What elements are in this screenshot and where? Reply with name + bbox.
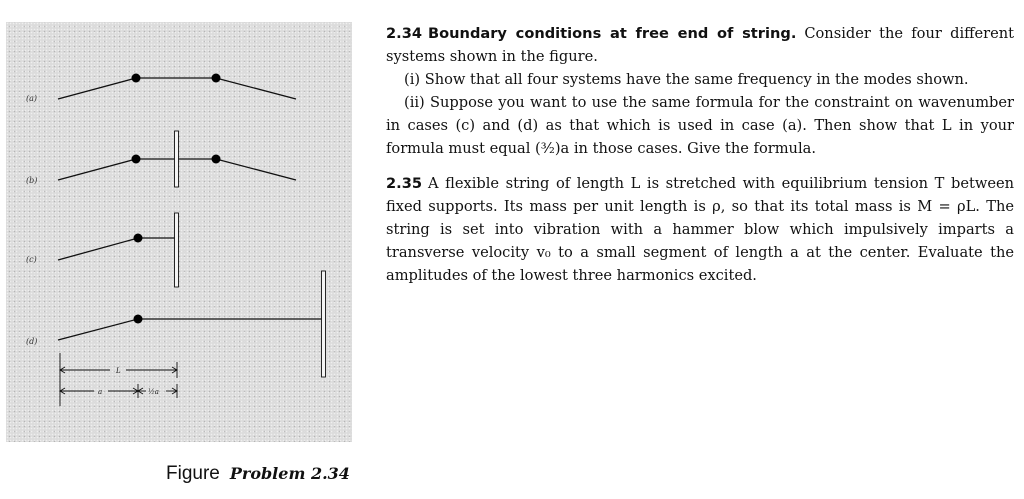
string-a xyxy=(58,78,296,99)
problem-number: 2.35 xyxy=(386,175,423,192)
figure-caption xyxy=(166,462,350,485)
problem-title: Boundary conditions at free end of string. xyxy=(428,25,797,42)
rod-c xyxy=(175,213,179,287)
problem-2-34-part-i: (i) Show that all four systems have the same frequency in the modes shown. xyxy=(404,71,969,88)
problem-intro: Consider the four different systems shown in the figure. xyxy=(386,25,1014,65)
caption-word: Figure xyxy=(166,463,220,484)
label-d: (d) xyxy=(26,337,38,346)
rod-b xyxy=(175,131,179,187)
label-a: (a) xyxy=(26,94,38,103)
figure-panel xyxy=(6,22,352,442)
system-b xyxy=(26,131,296,187)
problem-2-34-part-ii: (ii) Suppose you want to use the same formula for the constraint on wavenumber in cases (c) and (d) as that which is used in case (a). Then show that L in your formula must equal (³⁄₂)a in those cases. Give the formula. xyxy=(386,94,1014,157)
string-c xyxy=(58,238,176,260)
dimension-label-half-a: ½a xyxy=(148,388,159,396)
dimension-label-L: L xyxy=(116,367,121,375)
bead-a-left xyxy=(132,74,141,83)
problem-body: A flexible string of length L is stretched with equilibrium tension T between fixed supports. Its mass per unit length is ρ, so that its total mass is M = ρL. The string is set into vibration with a hammer blow which impulsively imparts a transverse velocity v₀ to a small segment of length a at the center. Evaluate the amplitudes of the lowest three harmonics excited. xyxy=(386,175,1014,284)
bead-b-left xyxy=(132,155,141,164)
dimension-a xyxy=(60,384,177,398)
system-c xyxy=(26,213,179,287)
label-c: (c) xyxy=(26,255,37,264)
paragraph-gap xyxy=(386,160,1014,172)
label-b: (b) xyxy=(26,176,38,185)
dimension-L xyxy=(60,353,177,406)
caption-problem: Problem 2.34 xyxy=(229,464,350,483)
rod-d xyxy=(322,271,326,377)
dimension-label-a: a xyxy=(98,388,103,396)
bead-d xyxy=(134,315,143,324)
problem-text xyxy=(386,22,1014,287)
bead-b-right xyxy=(212,155,221,164)
system-a xyxy=(26,74,296,104)
string-d xyxy=(58,319,324,340)
bead-c xyxy=(134,234,143,243)
problem-2-35 xyxy=(386,172,1014,287)
bead-a-right xyxy=(212,74,221,83)
problem-number: 2.34 xyxy=(386,25,423,42)
problem-2-34-heading xyxy=(386,22,1014,68)
string-systems-diagram xyxy=(6,22,352,442)
